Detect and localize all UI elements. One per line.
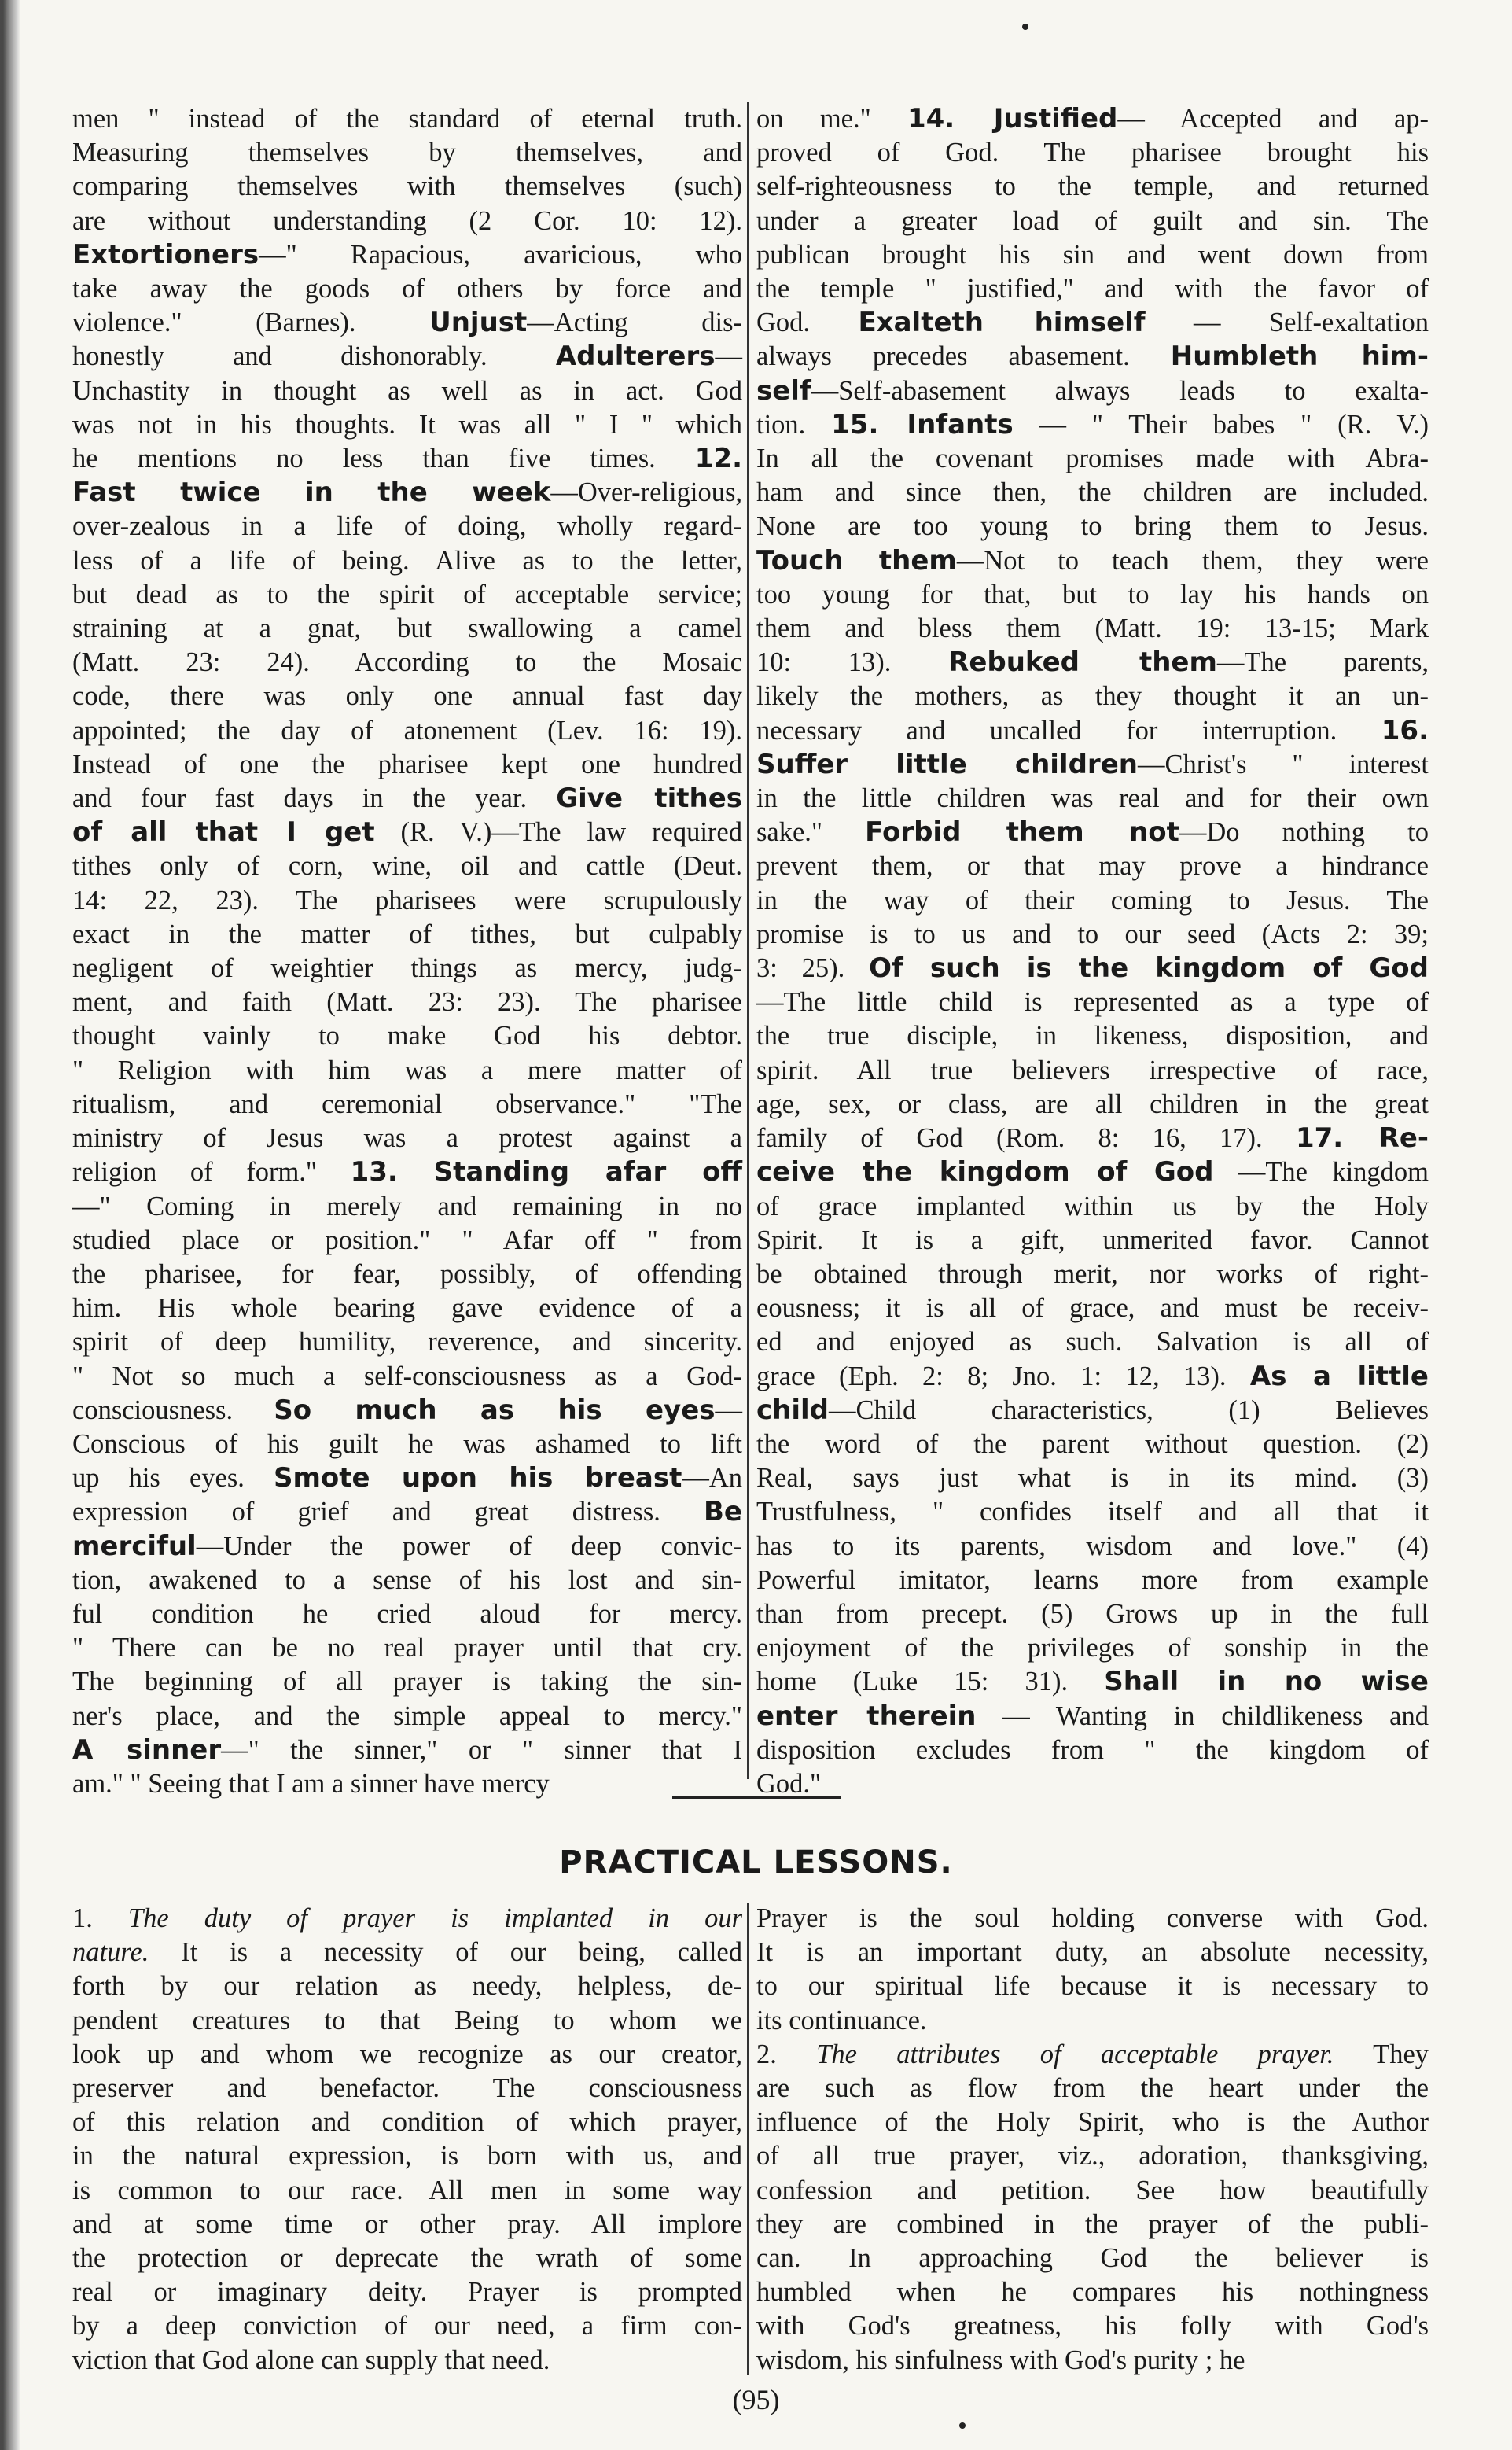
bold-heading-term: Fast twice in the week: [72, 477, 551, 509]
text-line: Touch them—Not to teach them, they were: [756, 544, 1429, 577]
text-line: likely the mothers, as they thought it an un-: [756, 681, 1429, 712]
bold-heading-term: So much as his eyes: [274, 1394, 716, 1426]
text-line: of all true prayer, viz., adoration, thanksgiving,: [756, 2141, 1429, 2172]
text-line: ritualism, and ceremonial observance." "The: [72, 1089, 742, 1119]
text-line: in the little children was real and for their own: [756, 783, 1429, 814]
bold-heading-term: 13. Standing afar off: [350, 1156, 742, 1188]
bold-heading-term: merciful: [72, 1530, 197, 1562]
text-line: him. His whole bearing gave evidence of a: [72, 1293, 742, 1324]
text-line: viction that God alone can supply that need.: [72, 2345, 550, 2375]
text-line: of grace implanted within us by the Holy: [756, 1191, 1429, 1221]
text-line: and four fast days in the year. Give tithes: [72, 783, 742, 815]
text-line: spirit of deep humility, reverence, and sincerity.: [72, 1327, 742, 1358]
text-line: " There can be no real prayer until that cry.: [72, 1633, 742, 1663]
text-line: family of God (Rom. 8: 16, 17). 17. Re-: [756, 1122, 1429, 1155]
bold-heading-term: of all that I get: [72, 816, 375, 849]
section-rule: [672, 1796, 841, 1799]
bold-heading-term: self: [756, 374, 811, 407]
bold-heading-term: Smote upon his breast: [274, 1462, 682, 1494]
bold-heading-term: 14. Justified: [907, 103, 1118, 134]
column-divider: [747, 1903, 749, 2375]
text-line: Conscious of his guilt he was ashamed to lift: [72, 1428, 742, 1459]
text-line: thought vainly to make God his debtor.: [72, 1021, 742, 1052]
bold-heading-term: Humbleth him-: [1170, 341, 1429, 373]
text-line: home (Luke 15: 31). Shall in no wise: [756, 1666, 1429, 1698]
text-line: under a greater load of guilt and sin. The: [756, 205, 1429, 236]
text-line: the temple " justified," and with the favor of: [756, 274, 1429, 304]
text-line: proved of God. The pharisee brought his: [756, 138, 1429, 168]
text-line: Powerful imitator, learns more from example: [756, 1564, 1429, 1595]
text-line: its continuance.: [756, 2005, 927, 2036]
text-line: code, there was only one annual fast day: [72, 681, 742, 712]
text-line: 1. The duty of prayer is implanted in our: [72, 1903, 743, 1933]
text-line: are such as flow from the heart under the: [756, 2073, 1429, 2104]
text-line: the true disciple, in likeness, disposition, and: [756, 1021, 1429, 1052]
text-line: ministry of Jesus was a protest against a: [72, 1123, 742, 1154]
bold-heading-term: 16.: [1381, 714, 1429, 746]
text-line: he mentions no less than five times. 12.: [72, 443, 742, 475]
text-line: tion, awakened to a sense of his lost and sin-: [72, 1564, 742, 1595]
text-line: 3: 25). Of such is the kingdom of God: [756, 952, 1429, 985]
text-line: sake." Forbid them not—Do nothing to: [756, 816, 1429, 849]
text-line: eousness; it is all of grace, and must be receiv-: [756, 1293, 1429, 1324]
bold-heading-term: Unjust: [429, 307, 528, 339]
text-line: self-righteousness to the temple, and returned: [756, 171, 1429, 202]
text-line: necessary and uncalled for interruption. 16.: [756, 714, 1429, 746]
text-line: them and bless them (Matt. 19: 13-15; Mark: [756, 613, 1429, 644]
bold-heading-term: Rebuked them: [948, 647, 1217, 679]
print-speck: [1022, 24, 1028, 30]
text-line: grace (Eph. 2: 8; Jno. 1: 12, 13). As a little: [756, 1360, 1429, 1392]
text-line: —The little child is represented as a type of: [756, 987, 1429, 1018]
text-line: Extortioners—" Rapacious, avaricious, who: [72, 238, 742, 271]
text-line: over-zealous in a life of doing, wholly regard-: [72, 511, 742, 542]
page-edge-shadow: [0, 0, 20, 2450]
bold-heading-term: Shall in no wise: [1104, 1666, 1429, 1698]
text-line: exact in the matter of tithes, but culpably: [72, 919, 742, 949]
text-line: always precedes abasement. Humbleth him-: [756, 341, 1429, 373]
text-line: Suffer little children—Christ's " interest: [756, 748, 1429, 780]
text-line: studied place or position." " Afar off " from: [72, 1225, 742, 1255]
text-line: the protection or deprecate the wrath of some: [72, 2243, 742, 2274]
bold-heading-term: Adulterers: [555, 341, 716, 373]
text-line: wisdom, his sinfulness with God's purity ; he: [756, 2345, 1245, 2375]
text-line: appointed; the day of atonement (Lev. 16: 19).: [72, 715, 742, 746]
italic-lesson-title: The duty of prayer is implanted in our: [127, 1903, 743, 1933]
column-divider: [747, 102, 749, 1779]
bold-heading-term: As a little: [1249, 1360, 1429, 1392]
text-line: religion of form." 13. Standing afar off: [72, 1156, 742, 1188]
text-line: enjoyment of the privileges of sonship in the: [756, 1633, 1429, 1663]
text-line: comparing themselves with themselves (such): [72, 171, 742, 202]
text-line: merciful—Under the power of deep convic-: [72, 1530, 742, 1562]
text-line: in the natural expression, is born with us, and: [72, 2141, 742, 2172]
commentary-column-right: [756, 102, 1429, 1801]
bold-heading-term: Forbid them not: [865, 816, 1179, 849]
text-line: confession and petition. See how beautifully: [756, 2175, 1429, 2205]
bold-heading-term: Be: [704, 1496, 742, 1528]
text-line: in the way of their coming to Jesus. The: [756, 885, 1429, 916]
text-line: honestly and dishonorably. Adulterers—: [72, 341, 742, 373]
text-line: ceive the kingdom of God —The kingdom: [756, 1156, 1429, 1188]
text-line: look up and whom we recognize as our creator,: [72, 2039, 742, 2069]
text-line: the word of the parent without question. (2): [756, 1428, 1429, 1459]
text-line: The beginning of all prayer is taking the sin-: [72, 1667, 742, 1697]
text-line: publican brought his sin and went down from: [756, 239, 1429, 270]
text-line: by a deep conviction of our need, a firm con-: [72, 2311, 742, 2341]
text-line: A sinner—" the sinner," or " sinner that I: [72, 1733, 742, 1766]
text-line: Fast twice in the week—Over-religious,: [72, 477, 742, 509]
text-line: but dead as to the spirit of acceptable service;: [72, 579, 742, 610]
text-line: humbled when he compares his nothingness: [756, 2277, 1429, 2308]
text-line: less of a life of being. Alive as to the letter,: [72, 545, 742, 576]
text-line: is common to our race. All men in some way: [72, 2175, 742, 2205]
text-line: Instead of one the pharisee kept one hundred: [72, 749, 742, 779]
bold-heading-term: enter therein: [756, 1700, 977, 1732]
text-line: up his eyes. Smote upon his breast—An: [72, 1462, 742, 1494]
text-line: expression of grief and great distress. Be: [72, 1496, 742, 1528]
bold-heading-term: A sinner: [72, 1733, 222, 1766]
text-line: God. Exalteth himself — Self-exaltation: [756, 307, 1429, 339]
commentary-column-left: [72, 102, 742, 1801]
text-line: than from precept. (5) Grows up in the full: [756, 1598, 1429, 1629]
text-line: straining at a gnat, but swallowing a camel: [72, 613, 742, 644]
lessons-column-left: [72, 1902, 742, 2378]
text-line: the pharisee, for fear, possibly, of offending: [72, 1258, 742, 1289]
text-line: has to its parents, wisdom and love." (4): [756, 1531, 1429, 1561]
text-line: ful condition he cried aloud for mercy.: [72, 1598, 742, 1629]
text-line: are without understanding (2 Cor. 10: 12).: [72, 205, 742, 236]
text-line: was not in his thoughts. It was all " I " which: [72, 409, 742, 440]
text-line: Spirit. It is a gift, unmerited favor. Cannot: [756, 1225, 1429, 1255]
text-line: spirit. All true believers irrespective of race,: [756, 1055, 1429, 1085]
text-line: influence of the Holy Spirit, who is the Author: [756, 2107, 1429, 2138]
text-line: (Matt. 23: 24). According to the Mosaic: [72, 647, 742, 678]
text-line: In all the covenant promises made with Abra-: [756, 444, 1429, 474]
text-line: prevent them, or that may prove a hindrance: [756, 851, 1429, 882]
text-line: It is an important duty, an absolute necessity,: [756, 1937, 1429, 1968]
text-line: enter therein — Wanting in childlikeness and: [756, 1700, 1429, 1732]
text-line: forth by our relation as needy, helpless, de-: [72, 1971, 742, 2002]
text-line: be obtained through merit, nor works of right-: [756, 1258, 1429, 1289]
text-line: 10: 13). Rebuked them—The parents,: [756, 647, 1429, 679]
bold-heading-term: Of such is the kingdom of God: [869, 952, 1429, 985]
text-line: and at some time or other pray. All implore: [72, 2209, 742, 2239]
text-line: on me." 14. Justified— Accepted and ap-: [756, 103, 1429, 134]
bold-heading-term: 12.: [694, 443, 742, 475]
text-line: they are combined in the prayer of the publi-: [756, 2209, 1429, 2239]
text-line: tion. 15. Infants — " Their babes " (R. V.): [756, 408, 1429, 440]
text-line: promise is to us and to our seed (Acts 2: 39;: [756, 919, 1429, 949]
text-line: negligent of weightier things as mercy, judg-: [72, 953, 742, 984]
bold-heading-term: child: [756, 1394, 830, 1426]
text-line: Trustfulness, " confides itself and all that it: [756, 1497, 1429, 1527]
print-speck: [959, 2422, 966, 2429]
text-line: nature. It is a necessity of our being, called: [72, 1937, 742, 1968]
text-line: ham and since then, the children are included.: [756, 477, 1429, 508]
text-line: —" Coming in merely and remaining in no: [72, 1191, 742, 1221]
text-line: " Religion with him was a mere matter of: [72, 1055, 742, 1085]
italic-lesson-title: The attributes of acceptable prayer.: [816, 2039, 1334, 2069]
text-line: too young for that, but to lay his hands on: [756, 579, 1429, 610]
text-line: Real, says just what is in its mind. (3): [756, 1463, 1429, 1494]
text-line: Prayer is the soul holding converse with God.: [756, 1903, 1429, 1933]
text-line: ment, and faith (Matt. 23: 23). The pharisee: [72, 987, 742, 1018]
text-line: consciousness. So much as his eyes—: [72, 1394, 743, 1426]
text-line: child—Child characteristics, (1) Believes: [756, 1394, 1429, 1426]
text-line: to our spiritual life because it is necessary to: [756, 1971, 1429, 2002]
text-line: God.": [756, 1768, 822, 1799]
text-line: take away the goods of others by force and: [72, 274, 742, 304]
text-line: " Not so much a self-consciousness as a God-: [72, 1361, 742, 1391]
text-line: of this relation and condition of which prayer,: [72, 2107, 742, 2138]
text-line: violence." (Barnes). Unjust—Acting dis-: [72, 307, 742, 339]
text-line: age, sex, or class, are all children in the great: [756, 1089, 1429, 1119]
lessons-column-right: [756, 1902, 1429, 2378]
bold-heading-term: 17. Re-: [1295, 1122, 1429, 1155]
bold-heading-term: ceive the kingdom of God: [756, 1156, 1214, 1188]
bold-heading-term: Suffer little children: [756, 748, 1138, 780]
text-line: preserver and benefactor. The consciousness: [72, 2073, 742, 2104]
section-title: PRACTICAL LESSONS.: [559, 1844, 953, 1881]
text-line: disposition excludes from " the kingdom of: [756, 1734, 1429, 1765]
text-line: 14: 22, 23). The pharisees were scrupulously: [72, 885, 742, 916]
text-line: ed and enjoyed as such. Salvation is all of: [756, 1327, 1429, 1358]
text-line: pendent creatures to that Being to whom we: [72, 2005, 742, 2036]
text-line: men " instead of the standard of eternal truth.: [72, 104, 742, 134]
italic-lesson-title: nature.: [72, 1937, 149, 1968]
bold-heading-term: Extortioners: [72, 238, 259, 271]
text-line: with God's greatness, his folly with God's: [756, 2311, 1429, 2341]
text-line: Unchastity in thought as well as in act. God: [72, 375, 742, 406]
text-line: ner's place, and the simple appeal to mercy.": [72, 1700, 742, 1731]
text-line: self—Self-abasement always leads to exalta-: [756, 374, 1429, 407]
text-line: tithes only of corn, wine, oil and cattle (Deut.: [72, 851, 742, 882]
text-line: am." " Seeing that I am a sinner have mercy: [72, 1768, 550, 1799]
bold-heading-term: Exalteth himself: [858, 307, 1146, 339]
text-line: Measuring themselves by themselves, and: [72, 138, 742, 168]
text-line: real or imaginary deity. Prayer is prompted: [72, 2277, 742, 2308]
text-line: 2. The attributes of acceptable prayer. They: [756, 2039, 1429, 2069]
text-line: None are too young to bring them to Jesus.: [756, 511, 1429, 542]
page-number: (95): [732, 2384, 780, 2415]
bold-heading-term: Touch them: [756, 544, 957, 577]
text-line: can. In approaching God the believer is: [756, 2243, 1429, 2274]
text-line: of all that I get (R. V.)—The law required: [72, 816, 742, 849]
bold-heading-term: 15. Infants: [831, 408, 1014, 440]
bold-heading-term: Give tithes: [556, 783, 742, 815]
